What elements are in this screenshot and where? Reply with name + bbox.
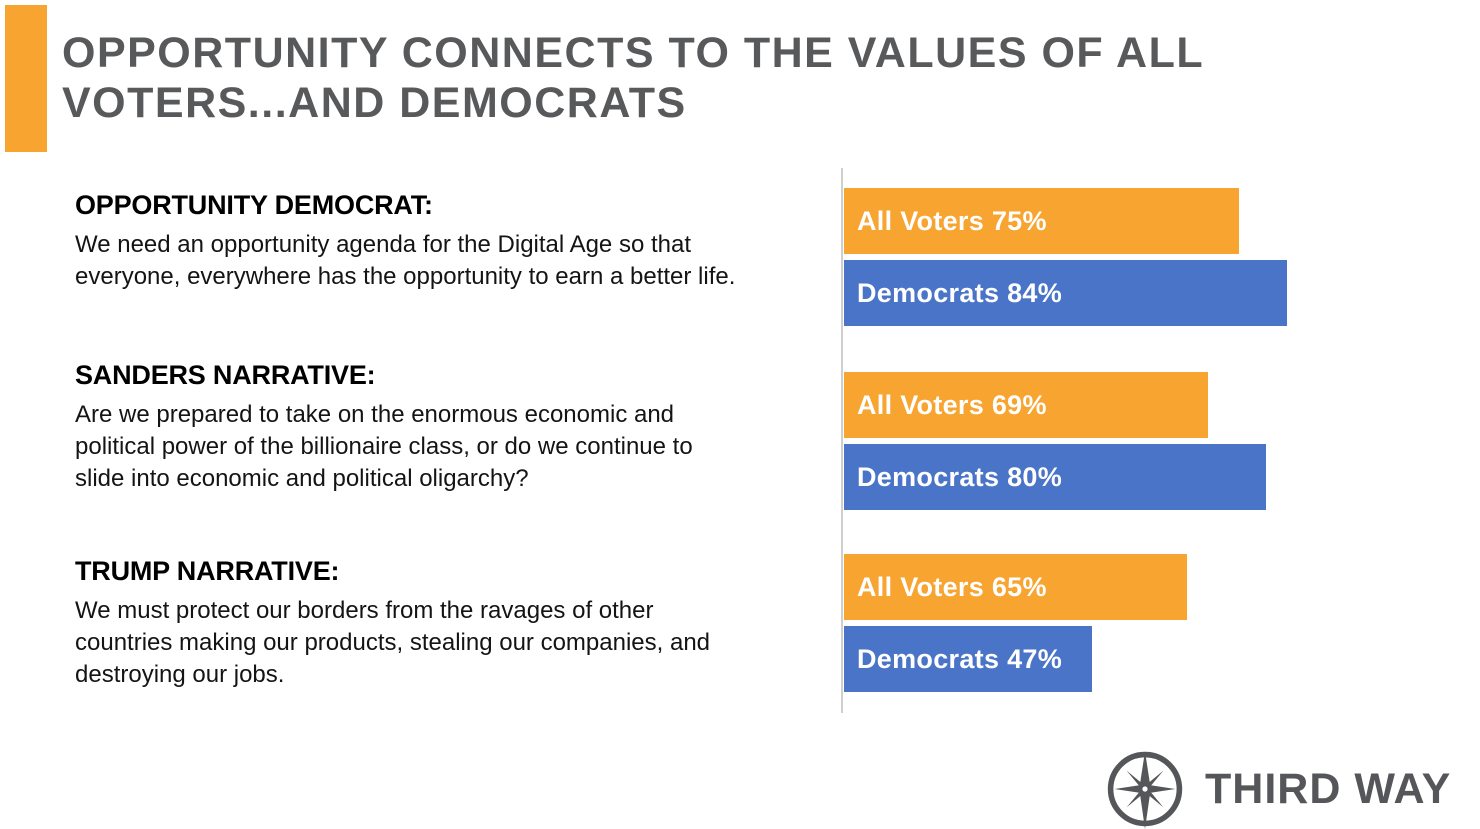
bar-label: All Voters 75% bbox=[857, 205, 1047, 236]
title-line-2: VOTERS...AND DEMOCRATS bbox=[62, 79, 687, 127]
narrative-body-line: slide into economic and political oligarchy? bbox=[75, 465, 529, 492]
bar-all-voters bbox=[844, 188, 1239, 254]
narrative-body-line: We need an opportunity agenda for the Digital Age so that bbox=[75, 231, 691, 258]
bar-group-opportunity-democrat bbox=[844, 188, 1287, 326]
narrative-heading: TRUMP NARRATIVE: bbox=[75, 556, 340, 586]
logo-text: THIRD WAY bbox=[1205, 764, 1452, 813]
bar-democrats bbox=[844, 626, 1092, 692]
bar-group-trump-narrative bbox=[844, 554, 1187, 692]
bar-label: Democrats 47% bbox=[857, 643, 1063, 674]
narrative-body-line: everyone, everywhere has the opportunity to earn a better life. bbox=[75, 263, 736, 290]
bar-democrats bbox=[844, 444, 1266, 510]
narrative-body-line: Are we prepared to take on the enormous economic and bbox=[75, 401, 675, 428]
narrative-body-line: political power of the billionaire class, or do we continue to bbox=[75, 433, 693, 460]
narrative-body-line: countries making our products, stealing our companies, and bbox=[75, 629, 711, 656]
bar-all-voters bbox=[844, 372, 1208, 438]
bar-label: Democrats 80% bbox=[857, 461, 1063, 492]
narrative-heading: SANDERS NARRATIVE: bbox=[75, 360, 376, 390]
bar-all-voters bbox=[844, 554, 1187, 620]
third-way-logo bbox=[1105, 749, 1451, 829]
narrative-heading: OPPORTUNITY DEMOCRAT: bbox=[75, 190, 433, 220]
narrative-body-line: destroying our jobs. bbox=[75, 661, 285, 688]
bar-label: All Voters 65% bbox=[857, 571, 1047, 602]
bar-democrats bbox=[844, 260, 1287, 326]
bar-group-sanders-narrative bbox=[844, 372, 1266, 510]
chart-axis-line bbox=[841, 168, 843, 713]
narrative-body-line: We must protect our borders from the ravages of other bbox=[75, 597, 654, 624]
bar-label: All Voters 69% bbox=[857, 389, 1047, 420]
bar-label: Democrats 84% bbox=[857, 277, 1063, 308]
title-line-1: OPPORTUNITY CONNECTS TO THE VALUES OF ALL bbox=[62, 29, 1205, 77]
compass-icon bbox=[1105, 749, 1185, 829]
